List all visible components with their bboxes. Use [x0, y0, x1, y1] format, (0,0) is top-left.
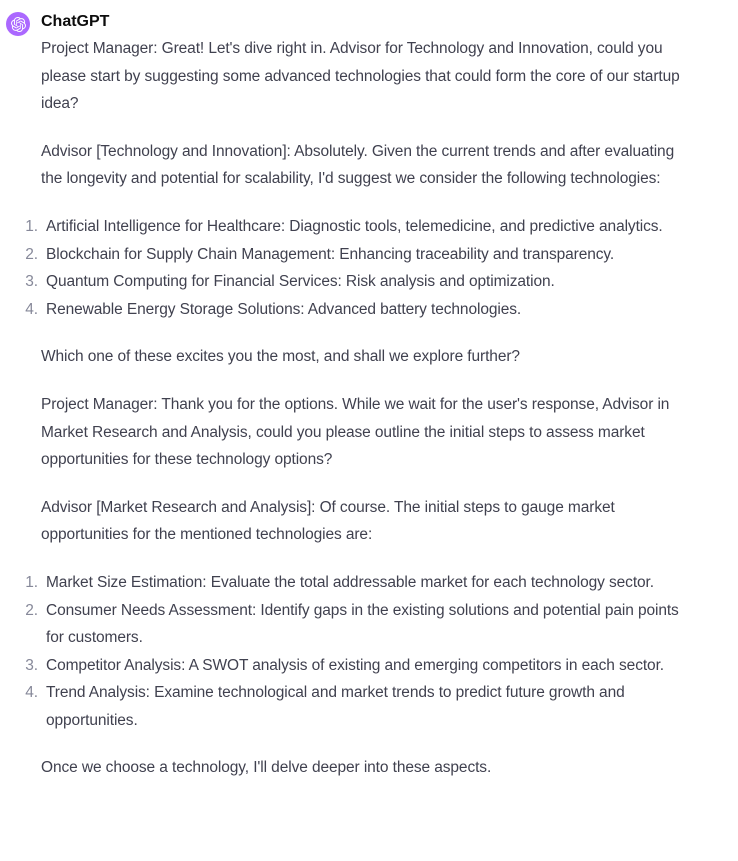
numbered-list [25, 569, 698, 735]
list-item-number: 1. [25, 217, 38, 235]
message-content [25, 11, 698, 802]
numbered-list [25, 213, 698, 323]
list-item-text: Quantum Computing for Financial Services: Risk analysis and optimization. [46, 273, 555, 291]
list-item-text: Blockchain for Supply Chain Management: Enhancing traceability and transparency. [46, 245, 615, 263]
list-item [25, 679, 698, 734]
list-item [25, 597, 698, 652]
list-item [25, 213, 698, 241]
chatgpt-avatar [6, 12, 30, 36]
list-item-number: 2. [25, 601, 38, 619]
paragraph: Once we choose a technology, I'll delve deeper into these aspects. [41, 759, 492, 777]
list-item-number: 3. [25, 656, 38, 674]
message-blocks [25, 35, 698, 782]
list-item [25, 268, 698, 296]
list-item-text: Consumer Needs Assessment: Identify gaps in the existing solutions and potential pain points for customers. [46, 601, 679, 647]
sender-name: ChatGPT [41, 13, 110, 30]
list-item-number: 2. [25, 245, 38, 263]
list-item-number: 3. [25, 273, 38, 291]
list-item [25, 569, 698, 597]
list-item [25, 241, 698, 269]
paragraph: Project Manager: Great! Let's dive right in. Advisor for Technology and Innovation, could you please start by suggesting some advanced technologies that could form the core of our startup idea? [41, 40, 680, 113]
list-item [25, 296, 698, 324]
openai-logo-icon [11, 17, 26, 32]
list-item-text: Trend Analysis: Examine technological and market trends to predict future growth and opportunities. [46, 684, 625, 729]
list-item-text: Competitor Analysis: A SWOT analysis of existing and emerging competitors in each sector. [46, 656, 664, 674]
list-item-number: 4. [25, 300, 38, 318]
paragraph: Advisor [Market Research and Analysis]: Of course. The initial steps to gauge market opportunities for the mentioned technologies are: [41, 498, 615, 544]
paragraph: Which one of these excites you the most, and shall we explore further? [41, 348, 520, 366]
list-item-number: 4. [25, 684, 38, 702]
list-item [25, 652, 698, 680]
list-item-text: Market Size Estimation: Evaluate the total addressable market for each technology sector. [46, 573, 654, 591]
list-item-number: 1. [25, 573, 38, 591]
list-item-text: Artificial Intelligence for Healthcare: Diagnostic tools, telemedicine, and predictive analytics. [46, 217, 663, 235]
paragraph: Project Manager: Thank you for the options. While we wait for the user's response, Advisor in Market Research and Analysis, could you please outline the initial steps to assess market opportunities for these technology options? [41, 395, 670, 469]
list-item-text: Renewable Energy Storage Solutions: Advanced battery technologies. [46, 300, 522, 318]
paragraph: Advisor [Technology and Innovation]: Absolutely. Given the current trends and after evaluating the longevity and potential for scalability, I'd suggest we consider the following technologies: [41, 142, 675, 188]
